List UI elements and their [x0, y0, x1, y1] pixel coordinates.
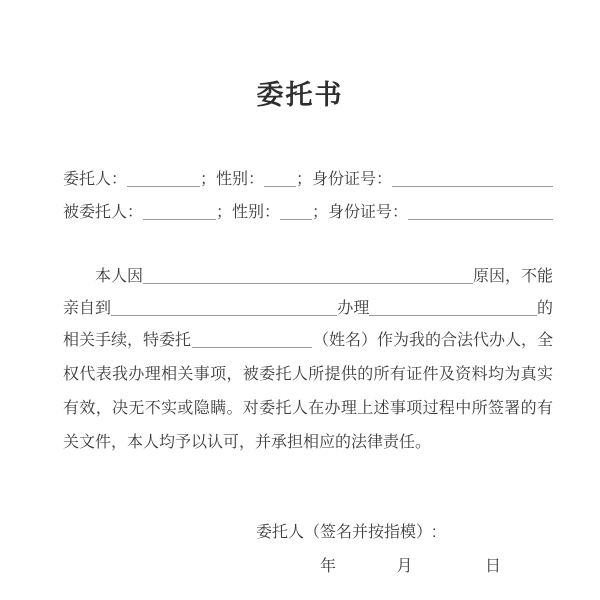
- principal-name-field: [127, 186, 200, 187]
- place-field: [111, 315, 337, 316]
- date-day: 日: [484, 558, 501, 575]
- principal-label: 委托人：: [63, 171, 128, 188]
- body-line-5: 有效，决无不实或隐瞒。对委托人在办理上述事项过程中所签署的有: [63, 400, 553, 417]
- date-line: [320, 557, 553, 577]
- principal-gender-label: ；性别：: [200, 171, 265, 188]
- agent-id-label: ；身份证号：: [312, 204, 409, 221]
- agent-label: 被委托人：: [63, 204, 144, 221]
- document-title: 委托书: [256, 80, 344, 110]
- signature-line: [256, 523, 553, 543]
- document-content: [63, 171, 553, 577]
- body-line-6: 关文件，本人均予以认可，并承担相应的法律责任。: [63, 434, 432, 451]
- body-text: 的: [536, 300, 553, 317]
- body-text: 相关手续，特委托: [63, 332, 192, 349]
- principal-row: [63, 171, 553, 204]
- body-text: 亲自到: [63, 300, 112, 317]
- body-text: 办理: [337, 300, 370, 317]
- body-text: 原因，不能: [472, 268, 553, 285]
- body-text: （姓名）作为我的合法代办人，全: [312, 332, 553, 349]
- principal-gender-field: [264, 186, 296, 187]
- body-line-1: [63, 267, 553, 299]
- date-year: 年: [320, 558, 337, 575]
- principal-id-field: [392, 186, 553, 187]
- principal-id-label: ；身份证号：: [296, 171, 393, 188]
- agent-id-field: [408, 219, 553, 220]
- agent-signname-field: [192, 347, 312, 348]
- agent-row: [63, 204, 553, 237]
- reason-field: [143, 283, 473, 284]
- matter-field: [369, 315, 537, 316]
- body-line-4: 权代表我办理相关事项，被委托人所提供的所有证件及资料均为真实: [63, 366, 553, 383]
- agent-gender-field: [280, 219, 312, 220]
- agent-gender-label: ；性别：: [216, 204, 281, 221]
- party-info-block: [63, 171, 553, 237]
- body-line-3: [63, 331, 553, 363]
- body-line-2: [63, 299, 553, 331]
- signature-label: 委托人（签名并按指模）:: [256, 524, 437, 541]
- body-paragraph: [63, 267, 553, 465]
- agent-name-field: [143, 219, 216, 220]
- body-text: 本人因: [95, 268, 144, 285]
- date-month: 月: [396, 558, 413, 575]
